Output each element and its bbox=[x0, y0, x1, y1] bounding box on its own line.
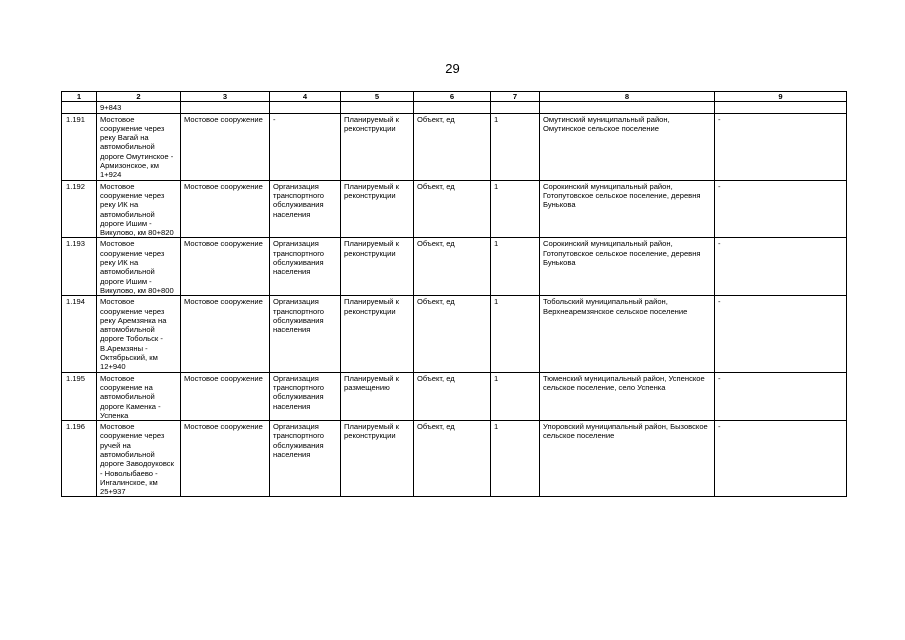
table-cell bbox=[414, 102, 491, 113]
location-cell: Сорокинский муниципальный район, Готопутовское сельское поселение, деревня Бунькова bbox=[540, 180, 715, 238]
row-number-cell: 1.193 bbox=[62, 238, 97, 296]
table-row bbox=[62, 372, 847, 420]
table-cell bbox=[491, 102, 540, 113]
table-cell: Объект, ед bbox=[414, 372, 491, 420]
column-header: 3 bbox=[181, 92, 270, 102]
column-header: 2 bbox=[97, 92, 181, 102]
continuation-row bbox=[62, 102, 847, 113]
page-number: 29 bbox=[445, 61, 460, 76]
column-header: 4 bbox=[270, 92, 341, 102]
table-cell bbox=[715, 102, 847, 113]
table-cell: - bbox=[715, 180, 847, 238]
table-cell: - bbox=[270, 113, 341, 180]
table-cell: Мостовое сооружение bbox=[181, 296, 270, 372]
table-cell: Мостовое сооружение bbox=[181, 238, 270, 296]
table-row bbox=[62, 421, 847, 497]
column-header: 7 bbox=[491, 92, 540, 102]
location-cell: Сорокинский муниципальный район, Готопутовское сельское поселение, деревня Бунькова bbox=[540, 238, 715, 296]
object-name-cell: Мостовое сооружение через ручей на автомобильной дороге Заводоуковск - Новолыбаево - Ингалинское, км 25+937 bbox=[97, 421, 181, 497]
location-cell: Омутинский муниципальный район, Омутинское сельское поселение bbox=[540, 113, 715, 180]
column-header: 5 bbox=[341, 92, 414, 102]
table-cell: - bbox=[715, 113, 847, 180]
object-name-cell: Мостовое сооружение через реку Вагай на автомобильной дороге Омутинское - Армизонское, км 1+924 bbox=[97, 113, 181, 180]
table-cell: Объект, ед bbox=[414, 421, 491, 497]
object-name-cell: Мостовое сооружение через реку ИК на автомобильной дороге Ишим - Викулово, км 80+800 bbox=[97, 238, 181, 296]
location-cell: Тобольский муниципальный район, Верхнеаремзянское сельское поселение bbox=[540, 296, 715, 372]
document-table bbox=[61, 91, 847, 497]
column-header: 6 bbox=[414, 92, 491, 102]
row-number-cell: 1.192 bbox=[62, 180, 97, 238]
table-cell: Планируемый к реконструкции bbox=[341, 296, 414, 372]
table-cell: Мостовое сооружение bbox=[181, 180, 270, 238]
column-header: 1 bbox=[62, 92, 97, 102]
header-row bbox=[62, 92, 847, 102]
table-cell: Мостовое сооружение bbox=[181, 113, 270, 180]
table-cell: Организация транспортного обслуживания населения bbox=[270, 180, 341, 238]
location-cell: Упоровский муниципальный район, Бызовское сельское поселение bbox=[540, 421, 715, 497]
table-cell: 1 bbox=[491, 113, 540, 180]
table-cell bbox=[181, 102, 270, 113]
table-row bbox=[62, 238, 847, 296]
table-cell: 1 bbox=[491, 421, 540, 497]
column-header: 8 bbox=[540, 92, 715, 102]
table-cell: - bbox=[715, 421, 847, 497]
location-cell: Тюменский муниципальный район, Успенское сельское поселение, село Успенка bbox=[540, 372, 715, 420]
table-cell: Планируемый к реконструкции bbox=[341, 238, 414, 296]
table-row bbox=[62, 113, 847, 180]
object-name-cell: Мостовое сооружение через реку Аремзянка на автомобильной дороге Тобольск - В.Аремзяны - Октябрьский, км 12+940 bbox=[97, 296, 181, 372]
table-cell: Объект, ед bbox=[414, 238, 491, 296]
table-cell: Планируемый к реконструкции bbox=[341, 180, 414, 238]
table-cell: Мостовое сооружение bbox=[181, 421, 270, 497]
row-number-cell: 1.191 bbox=[62, 113, 97, 180]
table-cell: - bbox=[715, 296, 847, 372]
table-cell: Организация транспортного обслуживания населения bbox=[270, 296, 341, 372]
table-cell: Объект, ед bbox=[414, 296, 491, 372]
table-cell: - bbox=[715, 238, 847, 296]
table-cell: 1 bbox=[491, 372, 540, 420]
table-cell: Организация транспортного обслуживания населения bbox=[270, 238, 341, 296]
table-cell bbox=[62, 102, 97, 113]
column-header: 9 bbox=[715, 92, 847, 102]
object-name-cell: Мостовое сооружение через реку ИК на автомобильной дороге Ишим - Викулово, км 80+820 bbox=[97, 180, 181, 238]
table-cell: Объект, ед bbox=[414, 113, 491, 180]
table-cell: Объект, ед bbox=[414, 180, 491, 238]
table-cell bbox=[540, 102, 715, 113]
table-cell: 1 bbox=[491, 180, 540, 238]
table-cell: 1 bbox=[491, 238, 540, 296]
table-cell: 1 bbox=[491, 296, 540, 372]
table-cell: Организация транспортного обслуживания населения bbox=[270, 421, 341, 497]
table-cell: - bbox=[715, 372, 847, 420]
row-number-cell: 1.196 bbox=[62, 421, 97, 497]
table-cell: Планируемый к размещению bbox=[341, 372, 414, 420]
table-cell: Планируемый к реконструкции bbox=[341, 113, 414, 180]
table-cell bbox=[270, 102, 341, 113]
object-name-cell: Мостовое сооружение на автомобильной дороге Каменка - Успенка bbox=[97, 372, 181, 420]
table-cell: Организация транспортного обслуживания населения bbox=[270, 372, 341, 420]
table-cell: Мостовое сооружение bbox=[181, 372, 270, 420]
table-cell: 9+843 bbox=[97, 102, 181, 113]
table-cell bbox=[341, 102, 414, 113]
table-cell: Планируемый к реконструкции bbox=[341, 421, 414, 497]
row-number-cell: 1.195 bbox=[62, 372, 97, 420]
row-number-cell: 1.194 bbox=[62, 296, 97, 372]
table-row bbox=[62, 180, 847, 238]
table-row bbox=[62, 296, 847, 372]
